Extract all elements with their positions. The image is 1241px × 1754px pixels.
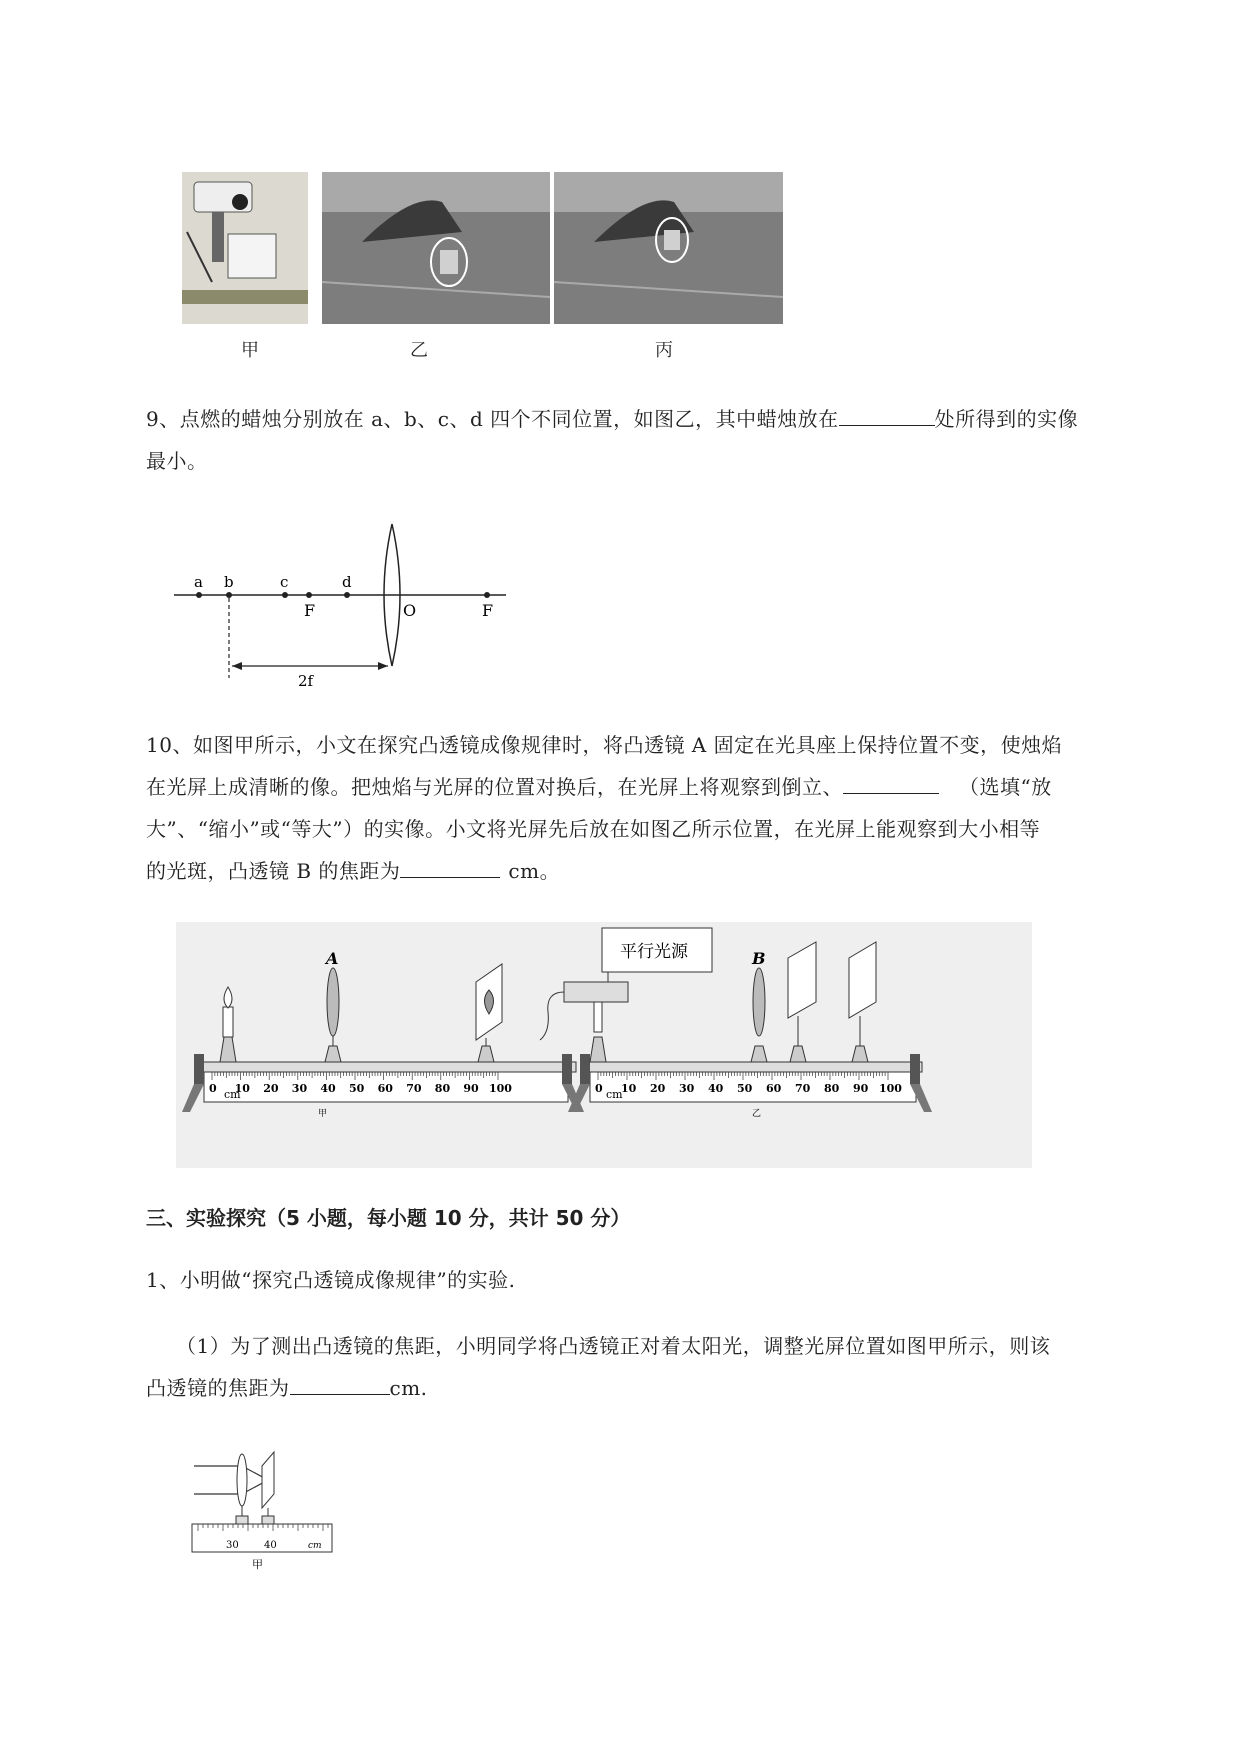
- scale-label: 100: [879, 1082, 902, 1095]
- camera-photo: [182, 172, 308, 324]
- road-illustration-bing: [554, 172, 783, 324]
- q10-line2-before: 在光屏上成清晰的像。把烛焰与光屏的位置对换后，在光屏上将观察到倒立、: [146, 775, 843, 799]
- lens-b: [753, 968, 765, 1036]
- q10-line2-after: （选填“放: [959, 775, 1052, 799]
- label-2f: 2f: [298, 672, 314, 690]
- exp1-sub1-before: 凸透镜的焦距为: [146, 1376, 290, 1400]
- scale-label: 10: [234, 1082, 250, 1095]
- scale-label: 90: [853, 1082, 869, 1095]
- q10-line4-after: cm。: [508, 859, 561, 883]
- exp1-sub1-after: cm.: [389, 1376, 428, 1400]
- light-source: [564, 982, 628, 1002]
- small-screen: [262, 1452, 274, 1508]
- q10-answer-blank-2[interactable]: [400, 853, 500, 878]
- light-source-label: 平行光源: [620, 942, 688, 962]
- scale-label: 100: [489, 1082, 512, 1095]
- point-focal-left: [306, 592, 312, 598]
- arrow-right: [378, 662, 388, 670]
- bench-caption-left: 甲: [318, 1109, 328, 1119]
- label-center: O: [403, 601, 417, 620]
- q10-line3: 大”、“缩小”或“等大”）的实像。小文将光屏先后放在如图乙所示位置，在光屏上能观察到大小相等: [146, 817, 1041, 841]
- label-b: b: [224, 573, 234, 591]
- lens-diagram: [170, 520, 510, 690]
- scale-label: 10: [621, 1082, 637, 1095]
- unit-left: cm: [224, 1088, 241, 1101]
- lens-b-label: B: [752, 949, 766, 968]
- road-illustration-yi: [322, 172, 550, 324]
- q10-line4-before: 的光斑，凸透镜 B 的焦距为: [146, 859, 401, 883]
- q10-line2: [146, 766, 1146, 808]
- scale-label: 20: [263, 1082, 279, 1095]
- lens-a-label: A: [326, 949, 339, 968]
- scale-label: 60: [766, 1082, 782, 1095]
- exp1-intro: 1、小明做“探究凸透镜成像规律”的实验.: [146, 1268, 516, 1292]
- scale-label: 0: [595, 1082, 603, 1095]
- label-focal-right: F: [482, 601, 494, 620]
- q10-line1: 10、如图甲所示，小文在探究凸透镜成像规律时，将凸透镜 A 固定在光具座上保持位置不变，使烛焰: [146, 733, 1063, 757]
- scale-label: 80: [434, 1082, 451, 1095]
- scale-label: 70: [795, 1082, 811, 1095]
- caption-bing: 丙: [655, 340, 673, 361]
- label-c: c: [280, 573, 289, 591]
- scale-label: 60: [377, 1082, 393, 1095]
- point-c: [282, 592, 288, 598]
- q9-text-before: 9、点燃的蜡烛分别放在 a、b、c、d 四个不同位置，如图乙，其中蜡烛放在: [146, 407, 839, 431]
- scale-label: 80: [824, 1082, 840, 1095]
- q9-line1: [146, 398, 1146, 440]
- scale-label: 20: [650, 1082, 666, 1095]
- label-d: d: [342, 573, 352, 591]
- small-lens: [237, 1454, 247, 1506]
- scale-label: 70: [406, 1082, 422, 1095]
- road-photo-yi: [322, 172, 550, 324]
- label-a: a: [194, 573, 203, 591]
- bench-caption-right: 乙: [752, 1109, 762, 1119]
- small-unit: cm: [308, 1541, 322, 1551]
- camera-illustration: [182, 172, 308, 324]
- exp1-sub1: [146, 1325, 1146, 1409]
- section-3-heading: 三、实验探究（5 小题，每小题 10 分，共计 50 分）: [146, 1206, 631, 1230]
- unit-right: cm: [606, 1088, 623, 1101]
- scale-label: 50: [737, 1082, 753, 1095]
- question-10: [146, 724, 1146, 892]
- caption-yi: 乙: [410, 340, 428, 361]
- exp1-sub1-line2: [146, 1367, 1146, 1409]
- question-9: [146, 398, 1146, 482]
- small-scale-30: 30: [226, 1540, 239, 1551]
- q9-line2: 最小。: [146, 449, 208, 473]
- focal-length-figure: [190, 1446, 340, 1572]
- scale-label: 40: [320, 1082, 336, 1095]
- scale-label: 30: [291, 1082, 308, 1095]
- caption-jia: 甲: [241, 340, 259, 361]
- exp1-answer-blank[interactable]: [290, 1370, 390, 1395]
- scale-label: 30: [679, 1082, 695, 1095]
- exp1-sub1-line1: （1）为了测出凸透镜的焦距，小明同学将凸透镜正对着太阳光，调整光屏位置如图甲所示，则该: [176, 1334, 1051, 1358]
- q10-answer-blank-1[interactable]: [843, 769, 939, 794]
- candle: [223, 1007, 233, 1037]
- scale-label: 50: [349, 1082, 365, 1095]
- label-focal-left: F: [304, 601, 316, 620]
- scale-label: 0: [209, 1082, 217, 1095]
- scale-label: 40: [708, 1082, 724, 1095]
- small-caption: 甲: [252, 1558, 263, 1571]
- small-scale-40: 40: [264, 1540, 277, 1551]
- point-a: [196, 592, 202, 598]
- lens-a: [327, 968, 339, 1036]
- q10-line4: [146, 850, 1146, 892]
- q9-answer-blank[interactable]: [839, 401, 935, 426]
- point-b: [226, 592, 232, 598]
- arrow-left: [232, 662, 242, 670]
- point-focal-right: [484, 592, 490, 598]
- road-photo-bing: [554, 172, 783, 324]
- point-d: [344, 592, 350, 598]
- optical-bench-figure: [176, 922, 1032, 1168]
- q9-text-after: 处所得到的实像: [934, 407, 1079, 431]
- scale-label: 90: [463, 1082, 479, 1095]
